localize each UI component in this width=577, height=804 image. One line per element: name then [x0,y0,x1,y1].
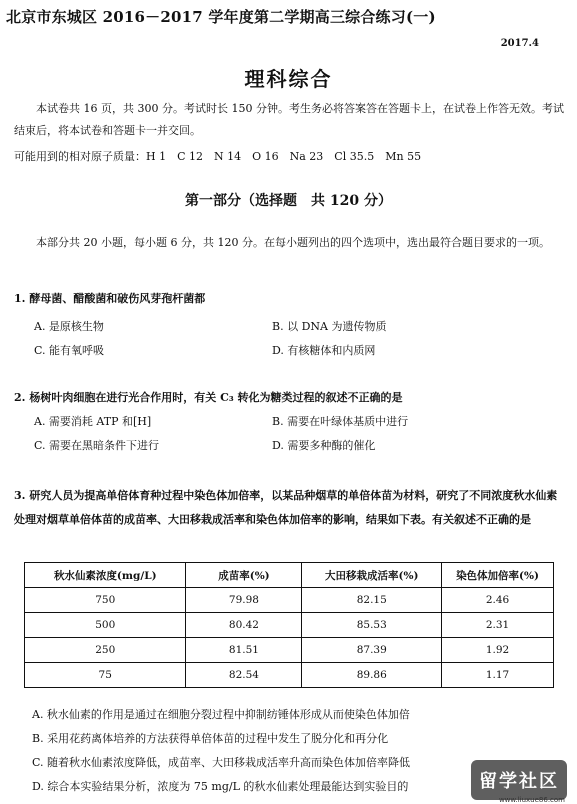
atomic-masses: 可能用到的相对原子质量：H 1 C 12 N 14 O 16 Na 23 Cl 35.5 Mn 55 [14,150,422,163]
page-title: 理科综合 [244,67,333,91]
table-cell: 250 [25,638,186,663]
question-1-stem: 1. 酵母菌、醋酸菌和破伤风芽孢杆菌都 [14,292,206,305]
question-1-option-c: C. 能有氧呼吸 [34,344,105,357]
table-cell: 85.53 [302,613,442,638]
table-cell: 750 [25,588,186,613]
question-2-stem: 2. 杨树叶肉细胞在进行光合作用时，有关 C₃ 转化为糖类过程的叙述不正确的是 [14,391,403,404]
results-table [24,562,554,688]
table-cell: 82.54 [186,663,302,688]
table-cell: 2.31 [442,613,554,638]
table-header-cell: 大田移栽成活率(%) [302,563,442,588]
table-cell: 2.46 [442,588,554,613]
watermark-text: 留学社区 [479,771,559,792]
part-title: 第一部分（选择题 共 120 分） [185,193,392,209]
instructions: 本试卷共 16 页，共 300 分。考试时长 150 分钟。考生务必将答案答在答题卡上，在试卷上作答无效。考试结束后，将本试卷和答题卡一并交回。 [14,102,564,137]
table-cell: 89.86 [302,663,442,688]
question-2-option-d: D. 需要多种酶的催化 [272,439,376,452]
part-intro: 本部分共 20 小题，每小题 6 分，共 120 分。在每小题列出的四个选项中，选出最符合题目要求的一项。 [36,236,550,249]
question-1-option-d: D. 有核糖体和内质网 [272,344,376,357]
table-header-cell: 成苗率(%) [186,563,302,588]
table-cell: 81.51 [186,638,302,663]
watermark-url: www.liuxue86.com [498,796,565,804]
question-1-option-b: B. 以 DNA 为遗传物质 [272,320,387,333]
table-header-cell: 染色体加倍率(%) [442,563,554,588]
question-1-option-a: A. 是原核生物 [34,320,104,333]
table-cell: 1.17 [442,663,554,688]
table-row [25,613,554,638]
table-cell: 79.98 [186,588,302,613]
question-2-option-c: C. 需要在黑暗条件下进行 [34,439,160,452]
table-cell: 1.92 [442,638,554,663]
question-3-option-d: D. 综合本实验结果分析，浓度为 75 mg/L 的秋水仙素处理最能达到实验目的 [32,780,409,793]
table-cell: 82.15 [302,588,442,613]
table-row [25,663,554,688]
question-3-stem: 3. 研究人员为提高单倍体育种过程中染色体加倍率，以某品种烟草的单倍体苗为材料，研究了不同浓度秋水仙素处理对烟草单倍体苗的成苗率、大田移栽成活率和染色体加倍率的影响，结果如下表。有关叙述不正确的是 [14,489,558,526]
table-row [25,638,554,663]
question-3-option-b: B. 采用花药离体培养的方法获得单倍体苗的过程中发生了脱分化和再分化 [32,732,389,745]
question-3-option-c: C. 随着秋水仙素浓度降低，成苗率、大田移栽成活率升高而染色体加倍率降低 [32,756,411,769]
question-3-option-a: A. 秋水仙素的作用是通过在细胞分裂过程中抑制纺锤体形成从而使染色体加倍 [32,708,410,721]
table-cell: 80.42 [186,613,302,638]
question-2-option-b: B. 需要在叶绿体基质中进行 [272,415,409,428]
table-header-row [25,563,554,588]
question-2-option-a: A. 需要消耗 ATP 和[H] [34,415,152,428]
watermark-logo [471,760,567,800]
table-cell: 75 [25,663,186,688]
exam-header-title: 北京市东城区 2016－2017 学年度第二学期高三综合练习(一) [6,8,436,26]
table-row [25,588,554,613]
table-cell: 87.39 [302,638,442,663]
exam-date: 2017.4 [500,38,539,49]
table-cell: 500 [25,613,186,638]
table-header-cell: 秋水仙素浓度(mg/L) [25,563,186,588]
